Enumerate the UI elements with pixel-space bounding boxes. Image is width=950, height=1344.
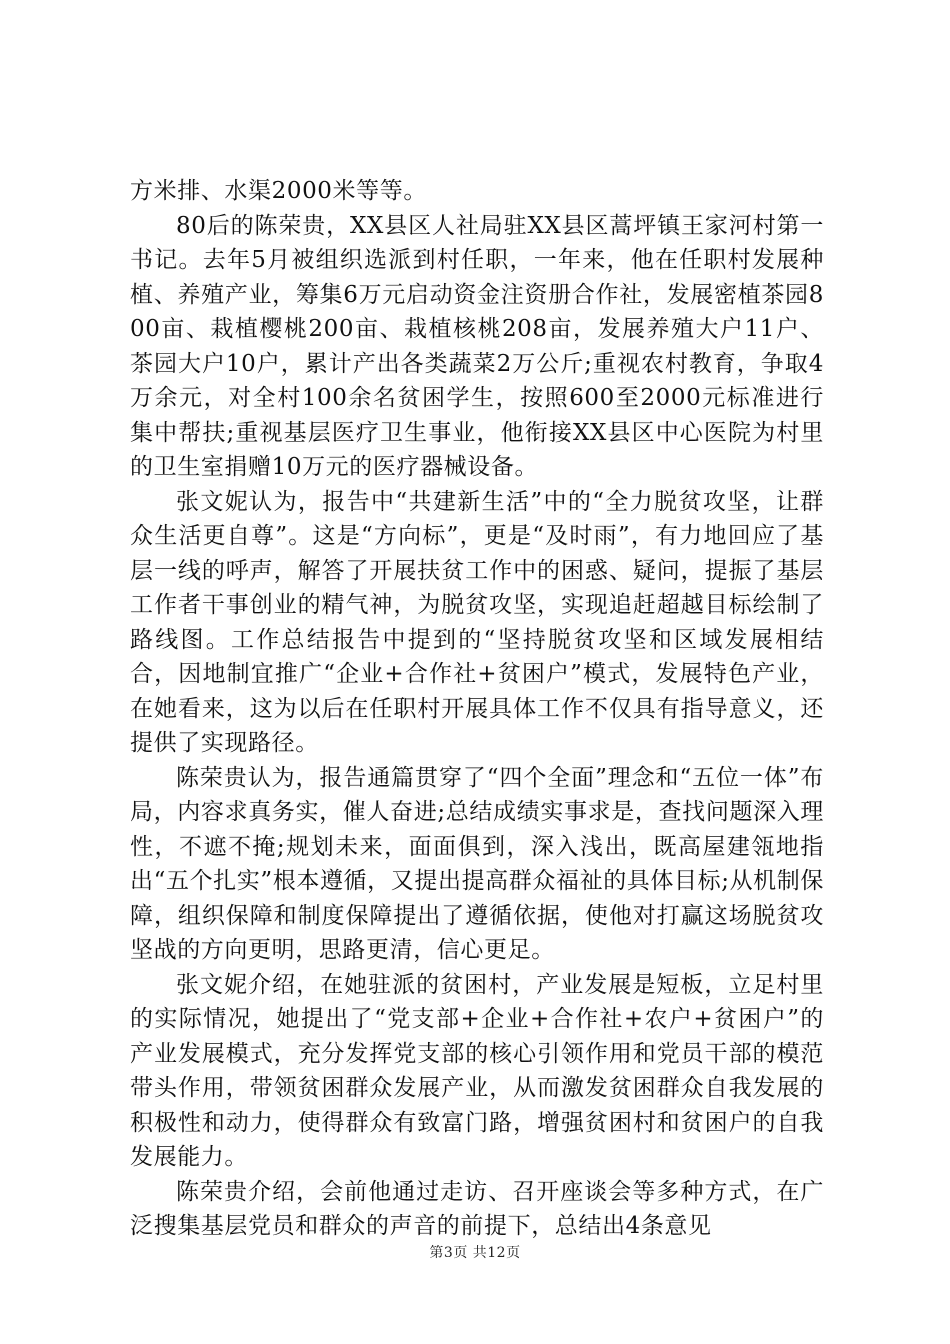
page-footer: 第3页 共12页: [429, 1245, 521, 1261]
document-body: [130, 174, 824, 1244]
paragraph-6: 陈荣贵介绍，会前他通过走访、召开座谈会等多种方式，在广泛搜集基层党员和群众的声音的前提下，总结出4条意见: [130, 1178, 824, 1239]
paragraph-4: 陈荣贵认为，报告通篇贯穿了“四个全面”理念和“五位一体”布局，内容求真务实，催人奋进;总结成绩实事求是，查找问题深入理性，不遮不掩;规划未来，面面俱到，深入浅出，既高屋建瓴地指出“五个扎实”根本遵循，又提出提高群众福祉的具体目标;从机制保障，组织保障和制度保障提出了遵循依据，使他对打赢这场脱贫攻坚战的方向更明，思路更清，信心更足。: [130, 764, 824, 963]
paragraph-2: 80后的陈荣贵，XX县区人社局驻XX县区蒿坪镇王家河村第一书记。去年5月被组织选派到村任职，一年来，他在任职村发展种植、养殖产业，筹集6万元启动资金注资册合作社，发展密植茶园800亩、栽植樱桃200亩、栽植核桃208亩，发展养殖大户11户、茶园大户10户，累计产出各类蔬菜2万公斤;重视农村教育，争取4万余元，对全村100余名贫困学生，按照600至2000元标准进行集中帮扶;重视基层医疗卫生事业，他衔接XX县区中心医院为村里的卫生室捐赠10万元的医疗器械设备。: [130, 212, 824, 480]
paragraph-3: 张文妮认为，报告中“共建新生活”中的“全力脱贫攻坚，让群众生活更自尊”。这是“方向标”，更是“及时雨”，有力地回应了基层一线的呼声，解答了开展扶贫工作中的困惑、疑问，提振了基层工作者干事创业的精气神，为脱贫攻坚，实现追赶超越目标绘制了路线图。工作总结报告中提到的“坚持脱贫攻坚和区域发展相结合，因地制宜推广“企业+合作社+贫困户”模式，发展特色产业，在她看来，这为以后在任职村开展具体工作不仅具有指导意义，还提供了实现路径。: [130, 488, 824, 756]
paragraph-5: 张文妮介绍，在她驻派的贫困村，产业发展是短板，立足村里的实际情况，她提出了“党支部+企业+合作社+农户+贫困户”的产业发展模式，充分发挥党支部的核心引领作用和党员干部的模范带头作用，带领贫困群众发展产业，从而激发贫困群众自我发展的积极性和动力，使得群众有致富门路，增强贫困村和贫困户的自我发展能力。: [130, 971, 824, 1170]
paragraph-1: 方米排、水渠2000米等等。: [130, 178, 427, 204]
